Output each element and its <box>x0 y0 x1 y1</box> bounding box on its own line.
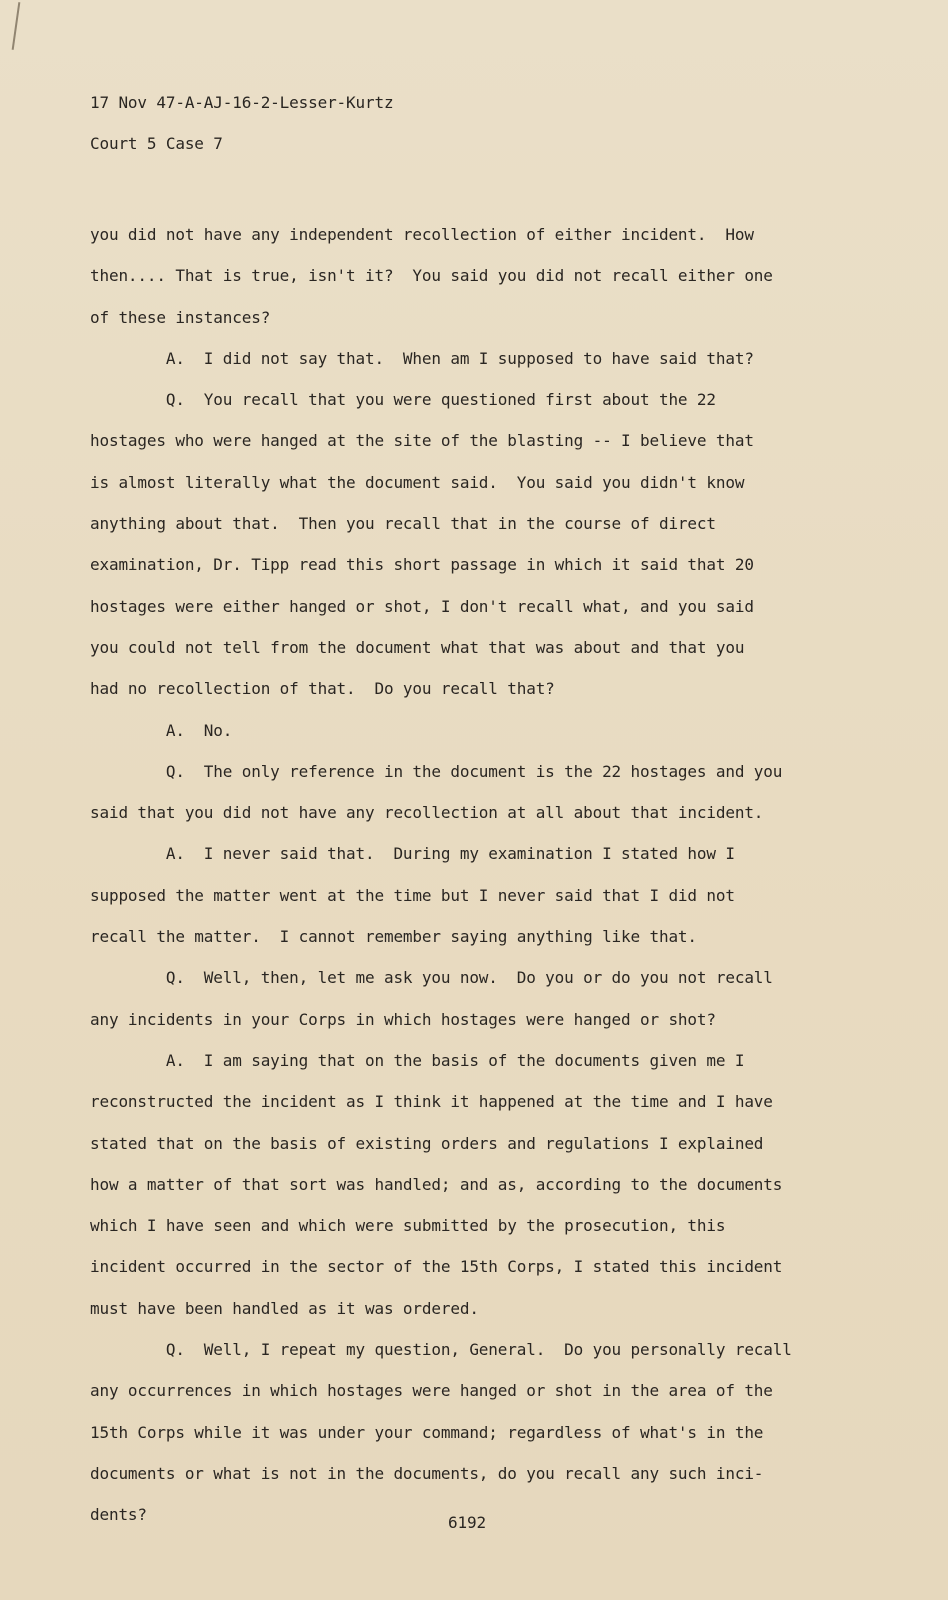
transcript-line: examination, Dr. Tipp read this short passage in which it said that 20 <box>90 555 754 575</box>
pencil-mark <box>12 2 21 50</box>
transcript-line: then.... That is true, isn't it? You said you did not recall either one <box>90 266 773 286</box>
transcript-line: incident occurred in the sector of the 15th Corps, I stated this incident <box>90 1257 783 1277</box>
transcript-body <box>90 214 910 1536</box>
header-reference: 17 Nov 47-A-AJ-16-2-Lesser-Kurtz <box>90 93 394 112</box>
transcript-line: A. No. <box>90 720 233 740</box>
transcript-line: stated that on the basis of existing orders and regulations I explained <box>90 1133 764 1153</box>
transcript-line: any incidents in your Corps in which hostages were hanged or shot? <box>90 1009 716 1029</box>
transcript-line: said that you did not have any recollection at all about that incident. <box>90 803 764 823</box>
transcript-line: dents? <box>90 1505 147 1525</box>
transcript-line: A. I did not say that. When am I supposed to have said that? <box>90 348 754 368</box>
transcript-line: had no recollection of that. Do you recall that? <box>90 679 555 699</box>
transcript-line: Q. Well, then, let me ask you now. Do you or do you not recall <box>90 968 773 988</box>
transcript-line: hostages were either hanged or shot, I don't recall what, and you said <box>90 596 754 616</box>
transcript-line: must have been handled as it was ordered. <box>90 1298 479 1318</box>
transcript-line: how a matter of that sort was handled; and as, according to the documents <box>90 1174 783 1194</box>
transcript-line: A. I never said that. During my examination I stated how I <box>90 844 735 864</box>
transcript-line: 15th Corps while it was under your command; regardless of what's in the <box>90 1422 764 1442</box>
page-number: 6192 <box>448 1513 486 1532</box>
transcript-line: reconstructed the incident as I think it happened at the time and I have <box>90 1092 773 1112</box>
transcript-line: A. I am saying that on the basis of the documents given me I <box>90 1050 745 1070</box>
transcript-line: Q. You recall that you were questioned first about the 22 <box>90 390 716 410</box>
transcript-line: Q. The only reference in the document is the 22 hostages and you <box>90 761 783 781</box>
transcript-line: recall the matter. I cannot remember saying anything like that. <box>90 927 697 947</box>
transcript-line: documents or what is not in the documents, do you recall any such inci- <box>90 1463 764 1483</box>
transcript-line: is almost literally what the document said. You said you didn't know <box>90 472 745 492</box>
transcript-line: Q. Well, I repeat my question, General. Do you personally recall <box>90 1340 792 1360</box>
transcript-line: any occurrences in which hostages were hanged or shot in the area of the <box>90 1381 773 1401</box>
transcript-line: supposed the matter went at the time but I never said that I did not <box>90 885 735 905</box>
transcript-line: you could not tell from the document what that was about and that you <box>90 637 745 657</box>
transcript-line: anything about that. Then you recall that in the course of direct <box>90 514 716 534</box>
transcript-line: hostages who were hanged at the site of the blasting -- I believe that <box>90 431 754 451</box>
transcript-line: which I have seen and which were submitted by the prosecution, this <box>90 1216 726 1236</box>
transcript-line: you did not have any independent recollection of either incident. How <box>90 225 754 244</box>
header-court-case: Court 5 Case 7 <box>90 134 223 153</box>
transcript-line: of these instances? <box>90 307 271 327</box>
